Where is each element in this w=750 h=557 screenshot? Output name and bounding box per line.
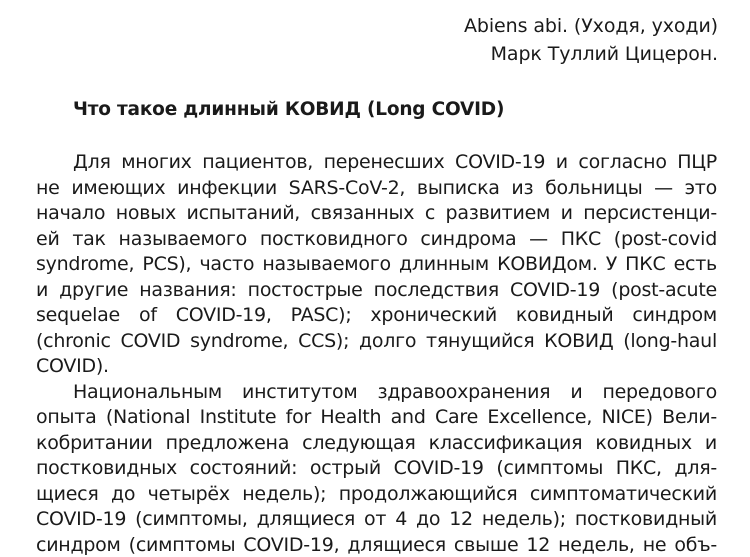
text-line: Для многих пациентов, перенесших COVID-19 и согласно ПЦР xyxy=(73,151,717,173)
text-line: COVID). xyxy=(36,355,109,377)
text-line: syndrome, PCS), часто называемого длинным КОВИДом. У ПКС есть xyxy=(36,253,717,275)
text-line: sequelae of COVID-19, PASC); хронический ковидный синдром xyxy=(36,304,717,326)
section-heading: Что такое длинный КОВИД (Long COVID) xyxy=(73,99,505,120)
text-line: не имеющих инфекции SARS-CoV-2, выписка из больницы — это xyxy=(36,176,717,199)
paragraph-1 xyxy=(36,150,717,380)
body-text xyxy=(36,150,717,557)
text-line: ей так называемого постковидного синдрома — ПКС (post-covid xyxy=(36,227,717,250)
text-line: синдром (симптомы COVID-19, длящиеся свыше 12 недель, не объ- xyxy=(36,533,717,556)
text-line: (chronic COVID syndrome, CCS); долго тянущийся КОВИД (long-haul xyxy=(36,329,717,352)
text-line: Национальным институтом здравоохранения и передового xyxy=(73,380,717,403)
text-line: и другие названия: постострые последствия COVID-19 (post-acute xyxy=(36,278,717,301)
epigraph-quote: Abiens abi. (Уходя, уходи) xyxy=(464,15,718,37)
text-line: начало новых испытаний, связанных с развитием и персистенци- xyxy=(36,202,717,224)
text-line: опыта (National Institute for Health and Care Excellence, NICE) Вели- xyxy=(36,406,717,428)
text-line: щиеся до четырёх недель); продолжающийся симптоматический xyxy=(36,482,717,505)
text-line: кобритании предложена следующая классификация ковидных и xyxy=(36,431,717,454)
paragraph-2 xyxy=(36,380,717,557)
epigraph-author: Марк Туллий Цицерон. xyxy=(490,43,718,65)
text-line: постковидных состояний: острый COVID-19 (симптомы ПКС, для- xyxy=(36,457,717,479)
text-line: COVID-19 (симптомы, длящиеся от 4 до 12 недель); постковидный xyxy=(36,508,717,530)
epigraph xyxy=(464,12,718,68)
